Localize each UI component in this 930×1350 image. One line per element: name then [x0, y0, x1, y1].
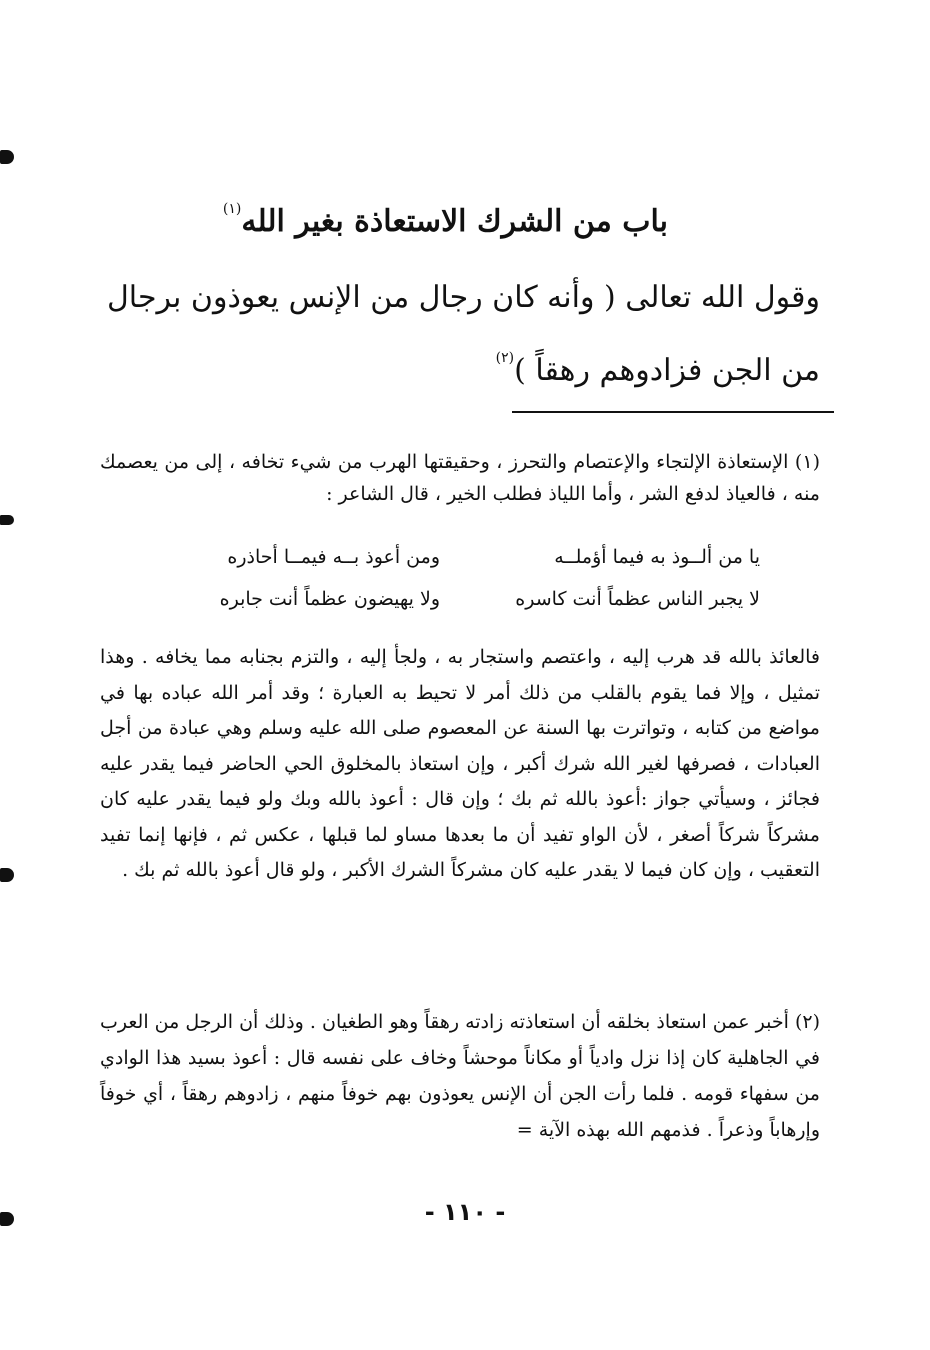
verse-line-2-text: من الجن فزادوهم رهقاً ) — [514, 353, 820, 388]
poem-hemistich: لا يجبر الناس عظماً أنت كاسره — [515, 588, 760, 610]
chapter-title-note-ref: (١) — [222, 201, 242, 217]
footnote-2 — [100, 1004, 820, 1148]
poem-verse-1 — [160, 536, 760, 578]
verse-note-ref: (٢) — [495, 350, 515, 366]
scan-edge-mark — [0, 515, 14, 525]
footnote-2-text: (٢) أخبر عمن استعاذ بخلقه أن استعاذته زادته رهقاً وهو الطغيان . وذلك أن الرجل من العرب في الجاهلية كان إذا نزل وادياً أو مكاناً موحشاً وخاف على نفسه قال : أعوذ بسيد هذا الوادي من سفهاء قومه . فلما رأت الجن أن الإنس يعوذون بهم خوفاً منهم ، زادوهم رهقاً ، أي خوفاً وإرهاباً وذعراً . فذمهم الله بهذه الآية = — [100, 1011, 820, 1141]
verse-line-2 — [100, 328, 820, 401]
footnote-1-para-1: (١) الإستعاذة الإلتجاء والإعتصام والتحرز ، وحقيقتها الهرب من شيء تخافه ، إلى من يعصمك منه ، فالعياذ لدفع الشر ، وأما اللياذ فطلب الخير ، قال الشاعر : — [100, 451, 820, 505]
poem — [160, 536, 760, 620]
scan-edge-mark — [0, 868, 14, 882]
footnote-separator — [512, 411, 834, 413]
quran-verse — [100, 268, 820, 401]
poem-hemistich: ولا يهيضون عظماً أنت جابره — [219, 588, 440, 610]
verse-line-1: وقول الله تعالى ( وأنه كان رجال من الإنس يعوذون برجال — [107, 280, 820, 315]
chapter-title — [222, 185, 668, 246]
page-number: - ١١٠ - — [424, 1198, 506, 1226]
footnote-1-intro — [100, 446, 820, 510]
footnote-1-body — [100, 640, 820, 889]
scan-edge-mark — [0, 150, 14, 164]
poem-verse-2 — [160, 578, 760, 620]
poem-hemistich: يا من ألــوذ به فيما أؤملــه — [554, 546, 760, 568]
footnote-1-para-2: فالعائذ بالله قد هرب إليه ، واعتصم واستجار به ، ولجأ إليه ، والتزم بجنابه مما يخافه . وهذا تمثيل ، وإلا فما يقوم بالقلب من ذلك أمر لا تحيط به العبارة ؛ وقد أمر الله عباده بها في مواضع من كتابه ، وتواترت بها السنة عن المعصوم صلى الله عليه وسلم وهي عبادة من أجل العبادات ، فصرفها لغير الله شرك أكبر ، وإن استعاذ بالمخلوق الحي الحاضر فيما يقدر عليه فجائز ، وسيأتي جواز :أعوذ بالله ثم بك ؛ وإن قال : أعوذ بالله وبك ولو فيما يقدر عليه كان مشركاً شركاً أصغر ، لأن الواو تفيد أن ما بعدها مساو لما قبلها ، عكس ثم ، فإنها إنما تفيد التعقيب ، وإن كان فيما لا يقدر عليه كان مشركاً الشرك الأكبر ، ولو قال أعوذ بالله ثم بك . — [100, 646, 820, 881]
chapter-title-text: باب من الشرك الاستعاذة بغير الله — [241, 204, 668, 239]
poem-hemistich: ومن أعوذ بــه فيمــا أحاذره — [227, 546, 440, 568]
